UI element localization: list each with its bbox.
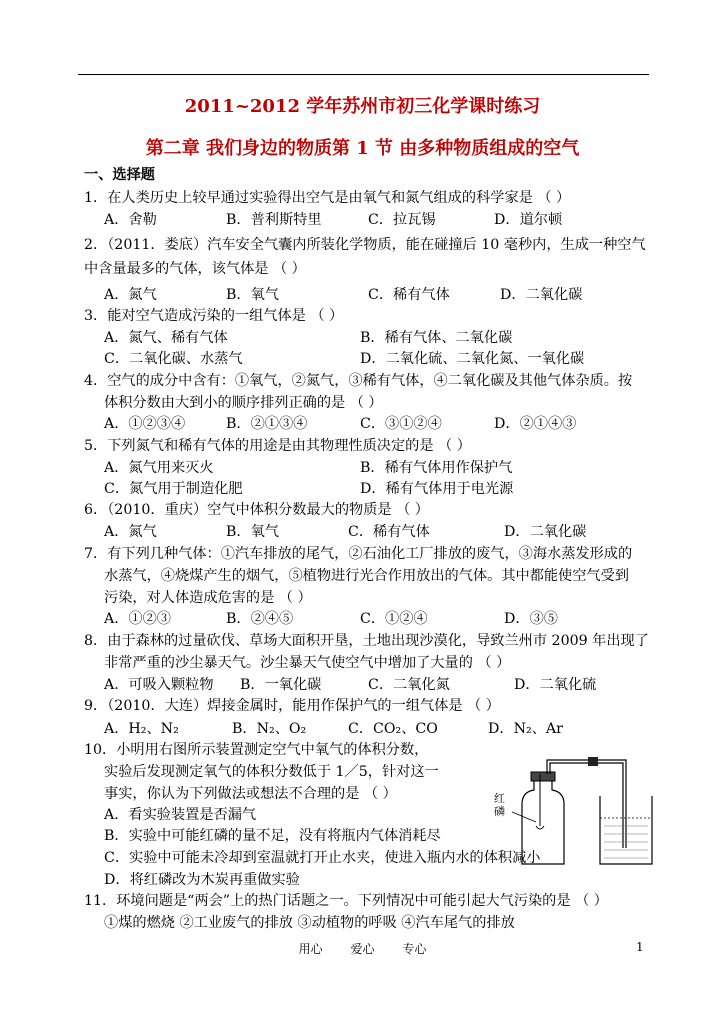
option: A．H₂、N₂ bbox=[104, 721, 179, 737]
option: B．氧气 bbox=[226, 287, 279, 303]
option: A．氮气 bbox=[104, 524, 157, 540]
footer-motto-2: 爱心 bbox=[350, 942, 375, 956]
option: C．二氧化氮 bbox=[368, 677, 450, 693]
question-11-items: ①煤的燃烧 ②工业废气的排放 ③动植物的呼吸 ④汽车尾气的排放 bbox=[104, 915, 515, 931]
option: A．可吸入颗粒物 bbox=[104, 677, 214, 693]
option: D．将红磷改为木炭再重做实验 bbox=[104, 872, 300, 888]
question-1: 1．在人类历史上较早通过实验得出空气是由氧气和氮气组成的科学家是 （ ） bbox=[84, 190, 571, 206]
option: D．③⑤ bbox=[504, 611, 558, 627]
question-4: 4．空气的成分中含有：①氧气，②氮气，③稀有气体，④二氧化碳及其他气体杂质。按 bbox=[84, 373, 633, 389]
option: B．②④⑤ bbox=[226, 611, 294, 627]
option: A．①②③④ bbox=[104, 416, 186, 432]
option: A．氮气 bbox=[104, 287, 157, 303]
option: C．①②④ bbox=[360, 611, 428, 627]
footer-motto-3: 专心 bbox=[402, 942, 427, 956]
option: A．氮气用来灭火 bbox=[104, 460, 214, 476]
page-number: 1 bbox=[636, 940, 644, 954]
option: B．实验中可能红磷的量不足，没有将瓶内气体消耗尽 bbox=[104, 828, 441, 844]
question-3: 3．能对空气造成污染的一组气体是 （ ） bbox=[84, 308, 344, 324]
question-5: 5．下列氮气和稀有气体的用途是由其物理性质决定的是 （ ） bbox=[84, 438, 471, 454]
option: C．拉瓦锡 bbox=[368, 212, 436, 228]
option: B．普利斯特里 bbox=[226, 212, 322, 228]
question-7-cont2: 污染，对人体造成危害的是 （ ） bbox=[104, 590, 312, 606]
option: D．稀有气体用于电光源 bbox=[360, 481, 514, 497]
question-4-cont: 体积分数由大到小的顺序排列正确的是 （ ） bbox=[104, 395, 383, 411]
footer-motto-1: 用心 bbox=[298, 942, 323, 956]
question-8-cont: 非常严重的沙尘暴天气。沙尘暴天气使空气中增加了大量的 （ ） bbox=[104, 655, 511, 671]
option: D．②①④③ bbox=[494, 416, 577, 432]
question-11: 11．环境问题是“两会”上的热门话题之一。下列情况中可能引起大气污染的是 （ ） bbox=[84, 893, 608, 909]
question-7: 7．有下列几种气体：①汽车排放的尾气，②石油化工厂排放的废气，③海水蒸发形成的 bbox=[84, 546, 633, 562]
red-phosphorus-label: 红磷 bbox=[494, 792, 505, 818]
option: A．氮气、稀有气体 bbox=[104, 330, 228, 346]
option: D．N₂、Ar bbox=[488, 721, 563, 737]
option: B．一氧化碳 bbox=[240, 677, 322, 693]
option: D．二氧化硫 bbox=[514, 677, 597, 693]
apparatus-figure bbox=[492, 756, 660, 866]
option: B．稀有气体、二氧化碳 bbox=[360, 330, 513, 346]
option: D．道尔顿 bbox=[494, 212, 563, 228]
question-2-cont: 中含量最多的气体，该气体是 （ ） bbox=[84, 261, 306, 277]
option: C．氮气用于制造化肥 bbox=[104, 481, 243, 497]
option: C．实验中可能未冷却到室温就打开止水夹，使进入瓶内水的体积减小 bbox=[104, 850, 541, 866]
page-title: 2011~2012 学年苏州市初三化学课时练习 bbox=[184, 96, 541, 117]
question-9: 9．（2010．大连）焊接金属时，能用作保护气的一组气体是 （ ） bbox=[84, 698, 500, 714]
option: C．CO₂、CO bbox=[348, 721, 438, 737]
option: D．二氧化碳 bbox=[504, 524, 587, 540]
option: C．③①②④ bbox=[360, 416, 442, 432]
option: B．N₂、O₂ bbox=[232, 721, 307, 737]
option: B．稀有气体用作保护气 bbox=[360, 460, 513, 476]
option: A．舍勒 bbox=[104, 212, 157, 228]
option: C．稀有气体 bbox=[368, 287, 450, 303]
option: D．二氧化碳 bbox=[500, 287, 583, 303]
section-heading: 一、选择题 bbox=[84, 167, 155, 183]
question-10: 10．小明用右图所示装置测定空气中氧气的体积分数， bbox=[84, 742, 429, 758]
question-6: 6．（2010．重庆）空气中体积分数最大的物质是 （ ） bbox=[84, 502, 429, 518]
header-rule bbox=[78, 74, 649, 75]
question-8: 8．由于森林的过量砍伐、草场大面积开垦，土地出现沙漠化，导致兰州市 2009 年出现了 bbox=[84, 633, 649, 649]
question-10-cont2: 事实，你认为下列做法或想法不合理的是 （ ） bbox=[104, 786, 397, 802]
apparatus-drawing bbox=[492, 756, 660, 866]
option: A．①②③ bbox=[104, 611, 171, 627]
option: B．②①③④ bbox=[226, 416, 308, 432]
footer bbox=[0, 940, 725, 957]
question-10-cont: 实验后发现测定氧气的体积分数低于 1／5，针对这一 bbox=[104, 764, 439, 780]
question-7-cont: 水蒸气，④烧煤产生的烟气，⑤植物进行光合作用放出的气体。其中都能使空气受到 bbox=[104, 568, 629, 584]
option: C．稀有气体 bbox=[348, 524, 430, 540]
option: B．氧气 bbox=[226, 524, 279, 540]
option: D．二氧化硫、二氧化氮、一氧化碳 bbox=[360, 351, 585, 367]
question-2: 2．（2011．娄底）汽车安全气囊内所装化学物质，能在碰撞后 10 毫秒内，生成一种空气 bbox=[84, 237, 646, 253]
option: A．看实验装置是否漏气 bbox=[104, 807, 257, 823]
chapter-title: 第二章 我们身边的物质第 1 节 由多种物质组成的空气 bbox=[145, 138, 580, 159]
option: C．二氧化碳、水蒸气 bbox=[104, 351, 243, 367]
